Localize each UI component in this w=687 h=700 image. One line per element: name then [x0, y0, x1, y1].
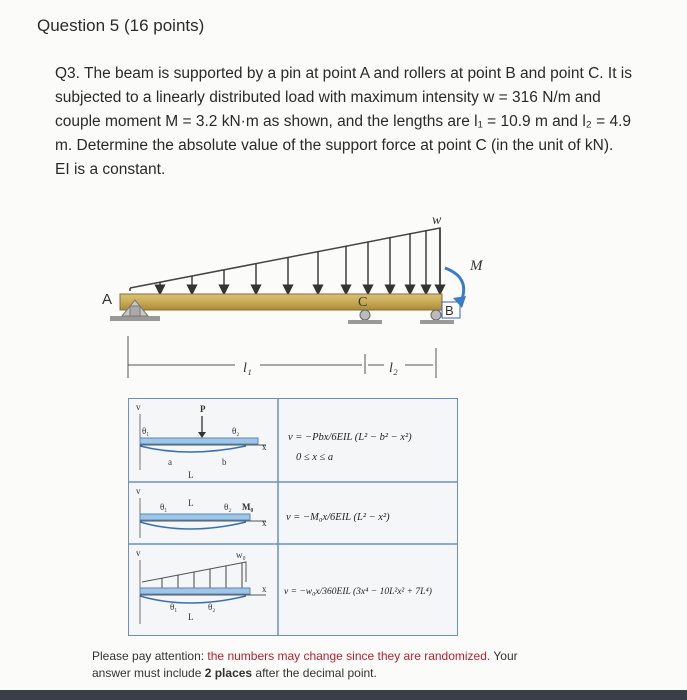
label-c: C [358, 295, 368, 310]
note-suffix: Your [490, 649, 518, 663]
row2-x: x [262, 518, 267, 528]
beam-figure [100, 208, 520, 388]
row3-equation: v = −w₀x/360EIL (3x⁴ − 10L²x² + 7L⁴) [284, 587, 432, 597]
row2-l: L [188, 498, 194, 508]
deflection-table [128, 398, 458, 636]
row1-b: b [222, 457, 227, 467]
beam [120, 294, 442, 310]
row1-x: x [262, 442, 267, 452]
row3-theta1: θ₁ [170, 602, 178, 612]
load-outline [130, 228, 440, 288]
row2-theta1: θ₁ [160, 502, 168, 512]
note-line2-a: answer must include [92, 666, 205, 680]
row3-v: v [136, 548, 141, 558]
question-line-5: EI is a constant. [55, 161, 166, 178]
bottom-bar [0, 690, 687, 700]
row1-theta1: θ₁ [142, 426, 150, 436]
row2-equation: v = −M₀x/6EIL (L² − x²) [286, 512, 390, 523]
row1-l: L [188, 470, 194, 480]
row1-range: 0 ≤ x ≤ a [296, 452, 334, 463]
row2-theta2: θ₂ [224, 502, 232, 512]
row3-l: L [188, 612, 194, 622]
note-prefix: Please pay attention: [92, 649, 208, 663]
label-a: A [102, 291, 113, 308]
m-label: M [470, 258, 483, 274]
row3-x: x [262, 584, 267, 594]
question-title [37, 16, 204, 36]
row1-a: a [168, 457, 172, 467]
question-line-2: subjected to a linearly distributed load with maximum intensity w = 316 N/m and [55, 89, 601, 106]
question-text [55, 62, 665, 182]
row3-w0: w₀ [236, 550, 246, 560]
question-line-1: Q3. The beam is supported by a pin at point A and rollers at point B and point C. It is [55, 65, 633, 82]
note-highlight: the numbers may change since they are randomized. [207, 649, 491, 663]
l1-label: l₁ [243, 361, 252, 376]
row1-v: v [136, 402, 141, 412]
w-label: w [432, 213, 442, 228]
row1-equation: v = −Pbx/6EIL (L² − b² − x²) [288, 432, 412, 443]
question-line-3: couple moment M = 3.2 kN·m as shown, and the lengths are l₁ = 10.9 m and l₂ = 4.9 [55, 113, 632, 130]
row1-p: P [200, 404, 206, 414]
attention-note [92, 648, 582, 682]
roller-support-c [348, 310, 382, 324]
note-line2-b: 2 places [204, 666, 253, 680]
question-line-4: m. Determine the absolute value of the support force at point C (in the unit of kN). [55, 137, 614, 154]
question-number: Question 5 [37, 16, 120, 35]
label-b: B [445, 303, 454, 318]
note-line2-c: after the decimal point. [252, 666, 377, 680]
l2-label: l₂ [389, 361, 398, 376]
row3-theta2: θ₂ [208, 602, 216, 612]
row2-m0: M₀ [242, 502, 254, 512]
row1-theta2: θ₂ [232, 426, 240, 436]
question-points: (16 points) [123, 16, 205, 35]
row2-v: v [136, 486, 141, 496]
